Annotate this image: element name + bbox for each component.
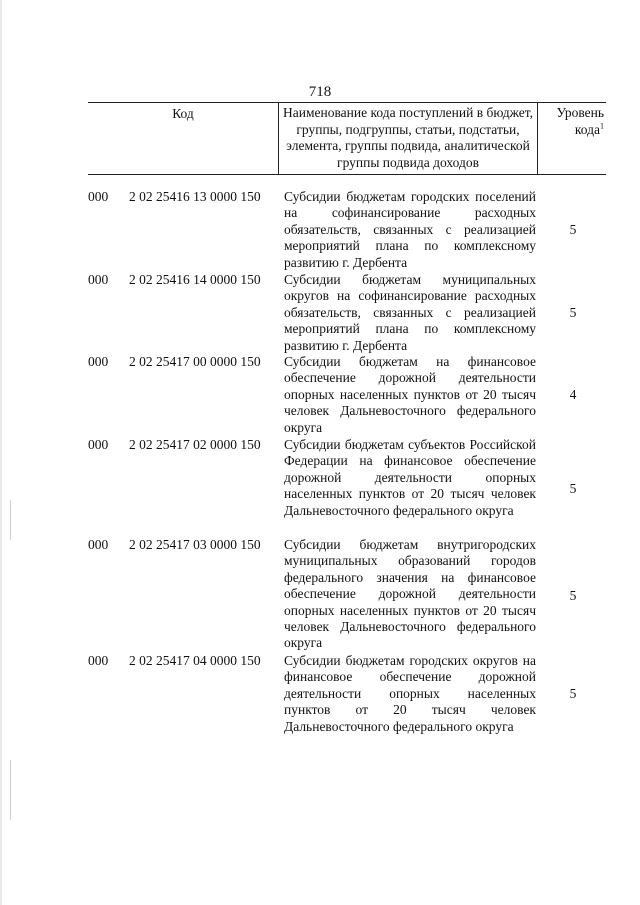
scan-mark xyxy=(10,500,11,540)
header-code: Код xyxy=(172,106,194,121)
row-admin-code: 000 xyxy=(88,272,109,287)
row-income-code: 2 02 25417 03 0000 150 xyxy=(129,537,261,552)
scan-edge xyxy=(0,0,2,905)
row-level: 5 xyxy=(569,588,577,603)
row-income-name: Субсидии бюджетам внутригородских муниципальных образований городов федерального значения на финансовое обеспечение дорожной деятельности опорных населенных пунктов от 20 тысяч человек Дальневосточного федерального округа xyxy=(284,537,536,651)
row-income-name: Субсидии бюджетам муниципальных округов на софинансирование расходных обязательств, связанных с реализацией мероприятий плана по комплексному развитию г. Дербента xyxy=(284,272,536,353)
row-level: 5 xyxy=(569,222,577,237)
row-admin-code: 000 xyxy=(88,189,109,204)
header-level-footnote: 1 xyxy=(600,121,604,130)
page-number: 718 xyxy=(308,84,332,100)
row-admin-code: 000 xyxy=(88,537,109,552)
row-income-name: Субсидии бюджетам субъектов Российской Федерации на финансовое обеспечение дорожной деятельности опорных населенных пунктов от 20 тысяч человек Дальневосточного федерального округа xyxy=(284,437,536,518)
row-income-name: Субсидии бюджетам городских поселений на софинансирование расходных обязательств, связанных с реализацией мероприятий плана по комплексному развитию г. Дербента xyxy=(284,189,536,270)
row-level: 4 xyxy=(569,387,577,402)
header-level-label: Уровень кода xyxy=(556,105,604,137)
header-level xyxy=(538,103,606,174)
row-admin-code: 000 xyxy=(88,653,109,668)
scan-mark xyxy=(10,760,11,820)
table-header xyxy=(88,102,606,175)
header-name: Наименование кода поступлений в бюджет, группы, подгруппы, статьи, подстатьи, элемента, группы подвида, аналитической группы подвида доходов xyxy=(278,103,538,174)
row-income-code: 2 02 25417 02 0000 150 xyxy=(129,437,261,452)
row-level: 5 xyxy=(569,481,577,496)
row-income-code: 2 02 25417 04 0000 150 xyxy=(129,653,261,668)
row-admin-code: 000 xyxy=(88,437,109,452)
row-income-code: 2 02 25416 13 0000 150 xyxy=(129,189,261,204)
row-income-code: 2 02 25416 14 0000 150 xyxy=(129,272,261,287)
row-level: 5 xyxy=(569,686,577,701)
row-level: 5 xyxy=(569,305,577,320)
row-income-name: Субсидии бюджетам городских округов на финансовое обеспечение дорожной деятельности опорных населенных пунктов от 20 тысяч человек Дальневосточного федерального округа xyxy=(284,653,536,734)
row-admin-code: 000 xyxy=(88,354,109,369)
row-income-name: Субсидии бюджетам на финансовое обеспечение дорожной деятельности опорных населенных пунктов от 20 тысяч человек Дальневосточного федерального округа xyxy=(284,354,536,435)
row-income-code: 2 02 25417 00 0000 150 xyxy=(129,354,261,369)
